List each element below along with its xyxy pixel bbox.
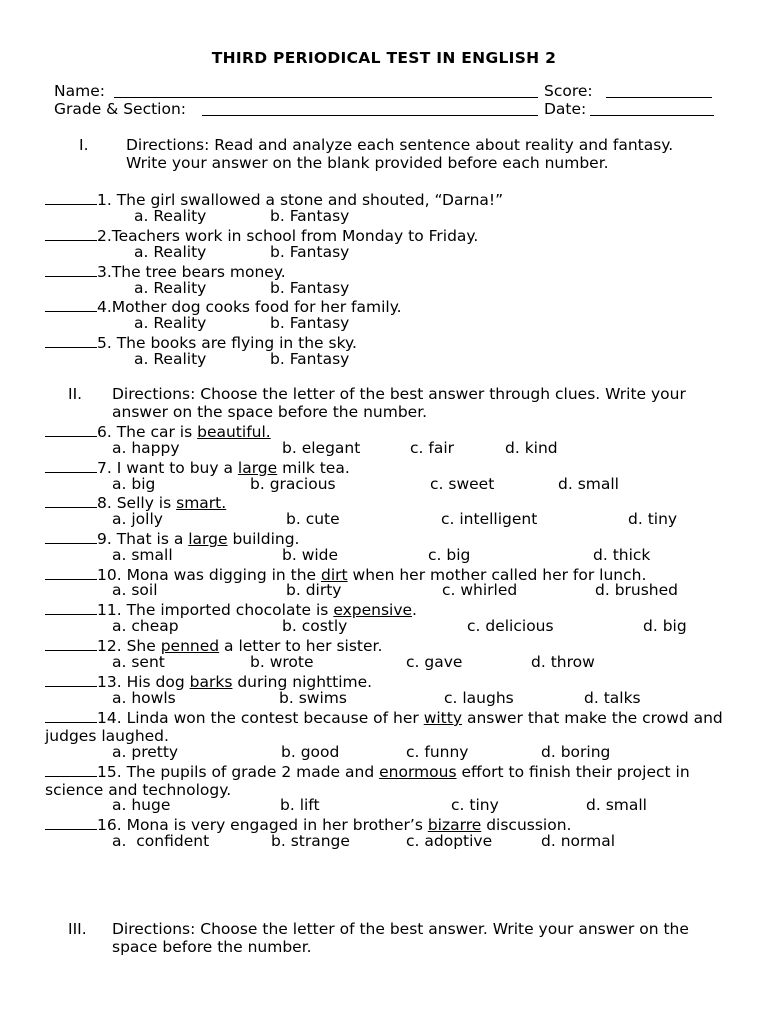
answer-blank[interactable] <box>45 333 97 348</box>
question-11: 11. The imported chocolate is expensive. <box>45 600 417 620</box>
grade-section-label: Grade & Section: <box>54 100 187 118</box>
name-label: Name: <box>54 82 105 100</box>
question-2: 2.Teachers work in school from Monday to Friday. <box>45 226 478 246</box>
name-score-row <box>54 83 724 101</box>
option-b: b. elegant <box>282 439 361 457</box>
answer-blank[interactable] <box>45 297 97 312</box>
question-13: 13. His dog barks during nighttime. <box>45 672 372 692</box>
option-a: a. soil <box>112 581 158 599</box>
option-c: c. laughs <box>444 689 514 707</box>
option-b: b. dirty <box>286 581 342 599</box>
question-7: 7. I want to buy a large milk tea. <box>45 458 350 478</box>
option-a: a. Reality <box>134 207 207 225</box>
option-c: c. big <box>428 546 471 564</box>
option-d: d. thick <box>593 546 651 564</box>
question-3: 3.The tree bears money. <box>45 262 286 282</box>
part-1-numeral: I. <box>79 136 89 154</box>
score-label: Score: <box>544 82 593 100</box>
option-c: c. delicious <box>467 617 554 635</box>
option-d: d. boring <box>541 743 611 761</box>
option-d: d. small <box>558 475 619 493</box>
clue-word: penned <box>160 637 220 655</box>
option-d: d. tiny <box>628 510 678 528</box>
option-a: a. pretty <box>112 743 179 761</box>
question-9: 9. That is a large building. <box>45 529 299 549</box>
answer-blank[interactable] <box>45 708 97 723</box>
option-a: a. confident <box>112 832 210 850</box>
part-3-directions: Directions: Choose the letter of the best answer. Write your answer on the space before the number. <box>112 920 689 956</box>
answer-blank[interactable] <box>45 815 97 830</box>
answer-blank[interactable] <box>45 458 97 473</box>
option-a: a. small <box>112 546 173 564</box>
clue-word: enormous <box>379 763 457 781</box>
option-b: b. cute <box>286 510 340 528</box>
option-b: b. costly <box>282 617 348 635</box>
option-a: a. Reality <box>134 243 207 261</box>
part-2-directions: Directions: Choose the letter of the best answer through clues. Write your answer on the space before the number. <box>112 385 686 421</box>
answer-blank[interactable] <box>45 600 97 615</box>
option-d: d. talks <box>584 689 641 707</box>
option-a: a. big <box>112 475 156 493</box>
option-c: c. sweet <box>430 475 495 493</box>
answer-blank[interactable] <box>45 422 97 437</box>
option-d: d. throw <box>531 653 595 671</box>
answer-blank[interactable] <box>45 190 97 205</box>
option-b: b. strange <box>271 832 350 850</box>
option-a: a. cheap <box>112 617 179 635</box>
option-c: c. adoptive <box>406 832 493 850</box>
option-c: c. intelligent <box>441 510 538 528</box>
score-blank[interactable] <box>606 83 712 103</box>
question-8: 8. Selly is smart. <box>45 493 226 513</box>
option-a: a. howls <box>112 689 176 707</box>
option-c: c. funny <box>406 743 469 761</box>
option-b: b. wide <box>282 546 339 564</box>
option-a: a. Reality <box>134 350 207 368</box>
answer-blank[interactable] <box>45 672 97 687</box>
clue-word: barks <box>189 673 233 691</box>
option-b: b. Fantasy <box>270 279 350 297</box>
answer-blank[interactable] <box>45 565 97 580</box>
clue-word: bizarre <box>427 816 482 834</box>
grade-section-blank[interactable] <box>202 101 538 121</box>
option-b: b. wrote <box>250 653 314 671</box>
clue-word: large <box>188 530 228 548</box>
option-a: a. huge <box>112 796 171 814</box>
part-1-directions: Directions: Read and analyze each sentence about reality and fantasy. Write your answer on the blank provided before each number. <box>126 136 674 172</box>
option-a: a. jolly <box>112 510 163 528</box>
option-b: b. swims <box>279 689 347 707</box>
clue-word: expensive <box>333 601 413 619</box>
option-b: b. Fantasy <box>270 207 350 225</box>
option-a: a. happy <box>112 439 180 457</box>
option-c: c. tiny <box>451 796 499 814</box>
answer-blank[interactable] <box>45 262 97 277</box>
option-b: b. lift <box>280 796 320 814</box>
option-b: b. gracious <box>250 475 336 493</box>
option-a: a. Reality <box>134 314 207 332</box>
option-b: b. Fantasy <box>270 350 350 368</box>
date-label: Date: <box>544 100 587 118</box>
answer-blank[interactable] <box>45 529 97 544</box>
question-14: 14. Linda won the contest because of her witty answer that make the crowd and judges laughed. <box>45 709 723 745</box>
clue-word: witty <box>423 709 463 727</box>
option-d: d. small <box>586 796 647 814</box>
question-15: 15. The pupils of grade 2 made and enormous effort to finish their project in science and technology. <box>45 763 690 799</box>
option-c: c. gave <box>406 653 463 671</box>
grade-date-row <box>54 101 724 119</box>
clue-word: smart. <box>176 494 227 512</box>
part-3-numeral: III. <box>68 920 87 938</box>
option-a: a. Reality <box>134 279 207 297</box>
option-d: d. brushed <box>595 581 679 599</box>
option-c: c. whirled <box>442 581 518 599</box>
option-b: b. Fantasy <box>270 314 350 332</box>
clue-word: large <box>237 459 278 477</box>
question-12: 12. She penned a letter to her sister. <box>45 636 382 656</box>
option-d: d. big <box>643 617 687 635</box>
question-4: 4.Mother dog cooks food for her family. <box>45 297 402 317</box>
header-block <box>54 83 724 119</box>
part-2-numeral: II. <box>68 385 83 403</box>
option-b: b. good <box>281 743 340 761</box>
question-10: 10. Mona was digging in the dirt when her mother called her for lunch. <box>45 565 646 585</box>
option-a: a. sent <box>112 653 165 671</box>
clue-word: beautiful. <box>197 423 271 441</box>
option-d: d. normal <box>541 832 616 850</box>
option-b: b. Fantasy <box>270 243 350 261</box>
date-blank[interactable] <box>590 101 714 121</box>
answer-blank[interactable] <box>45 226 97 241</box>
clue-word: dirt <box>321 566 348 584</box>
answer-blank[interactable] <box>45 762 97 777</box>
answer-blank[interactable] <box>45 636 97 651</box>
question-5: 5. The books are flying in the sky. <box>45 333 357 353</box>
answer-blank[interactable] <box>45 493 97 508</box>
question-16: 16. Mona is very engaged in her brother’s bizarre discussion. <box>45 815 571 835</box>
test-title: THIRD PERIODICAL TEST IN ENGLISH 2 <box>211 49 557 67</box>
question-1: 1. The girl swallowed a stone and shouted, “Darna!” <box>45 190 503 210</box>
option-d: d. kind <box>505 439 558 457</box>
question-6: 6. The car is beautiful. <box>45 422 271 442</box>
option-c: c. fair <box>410 439 455 457</box>
